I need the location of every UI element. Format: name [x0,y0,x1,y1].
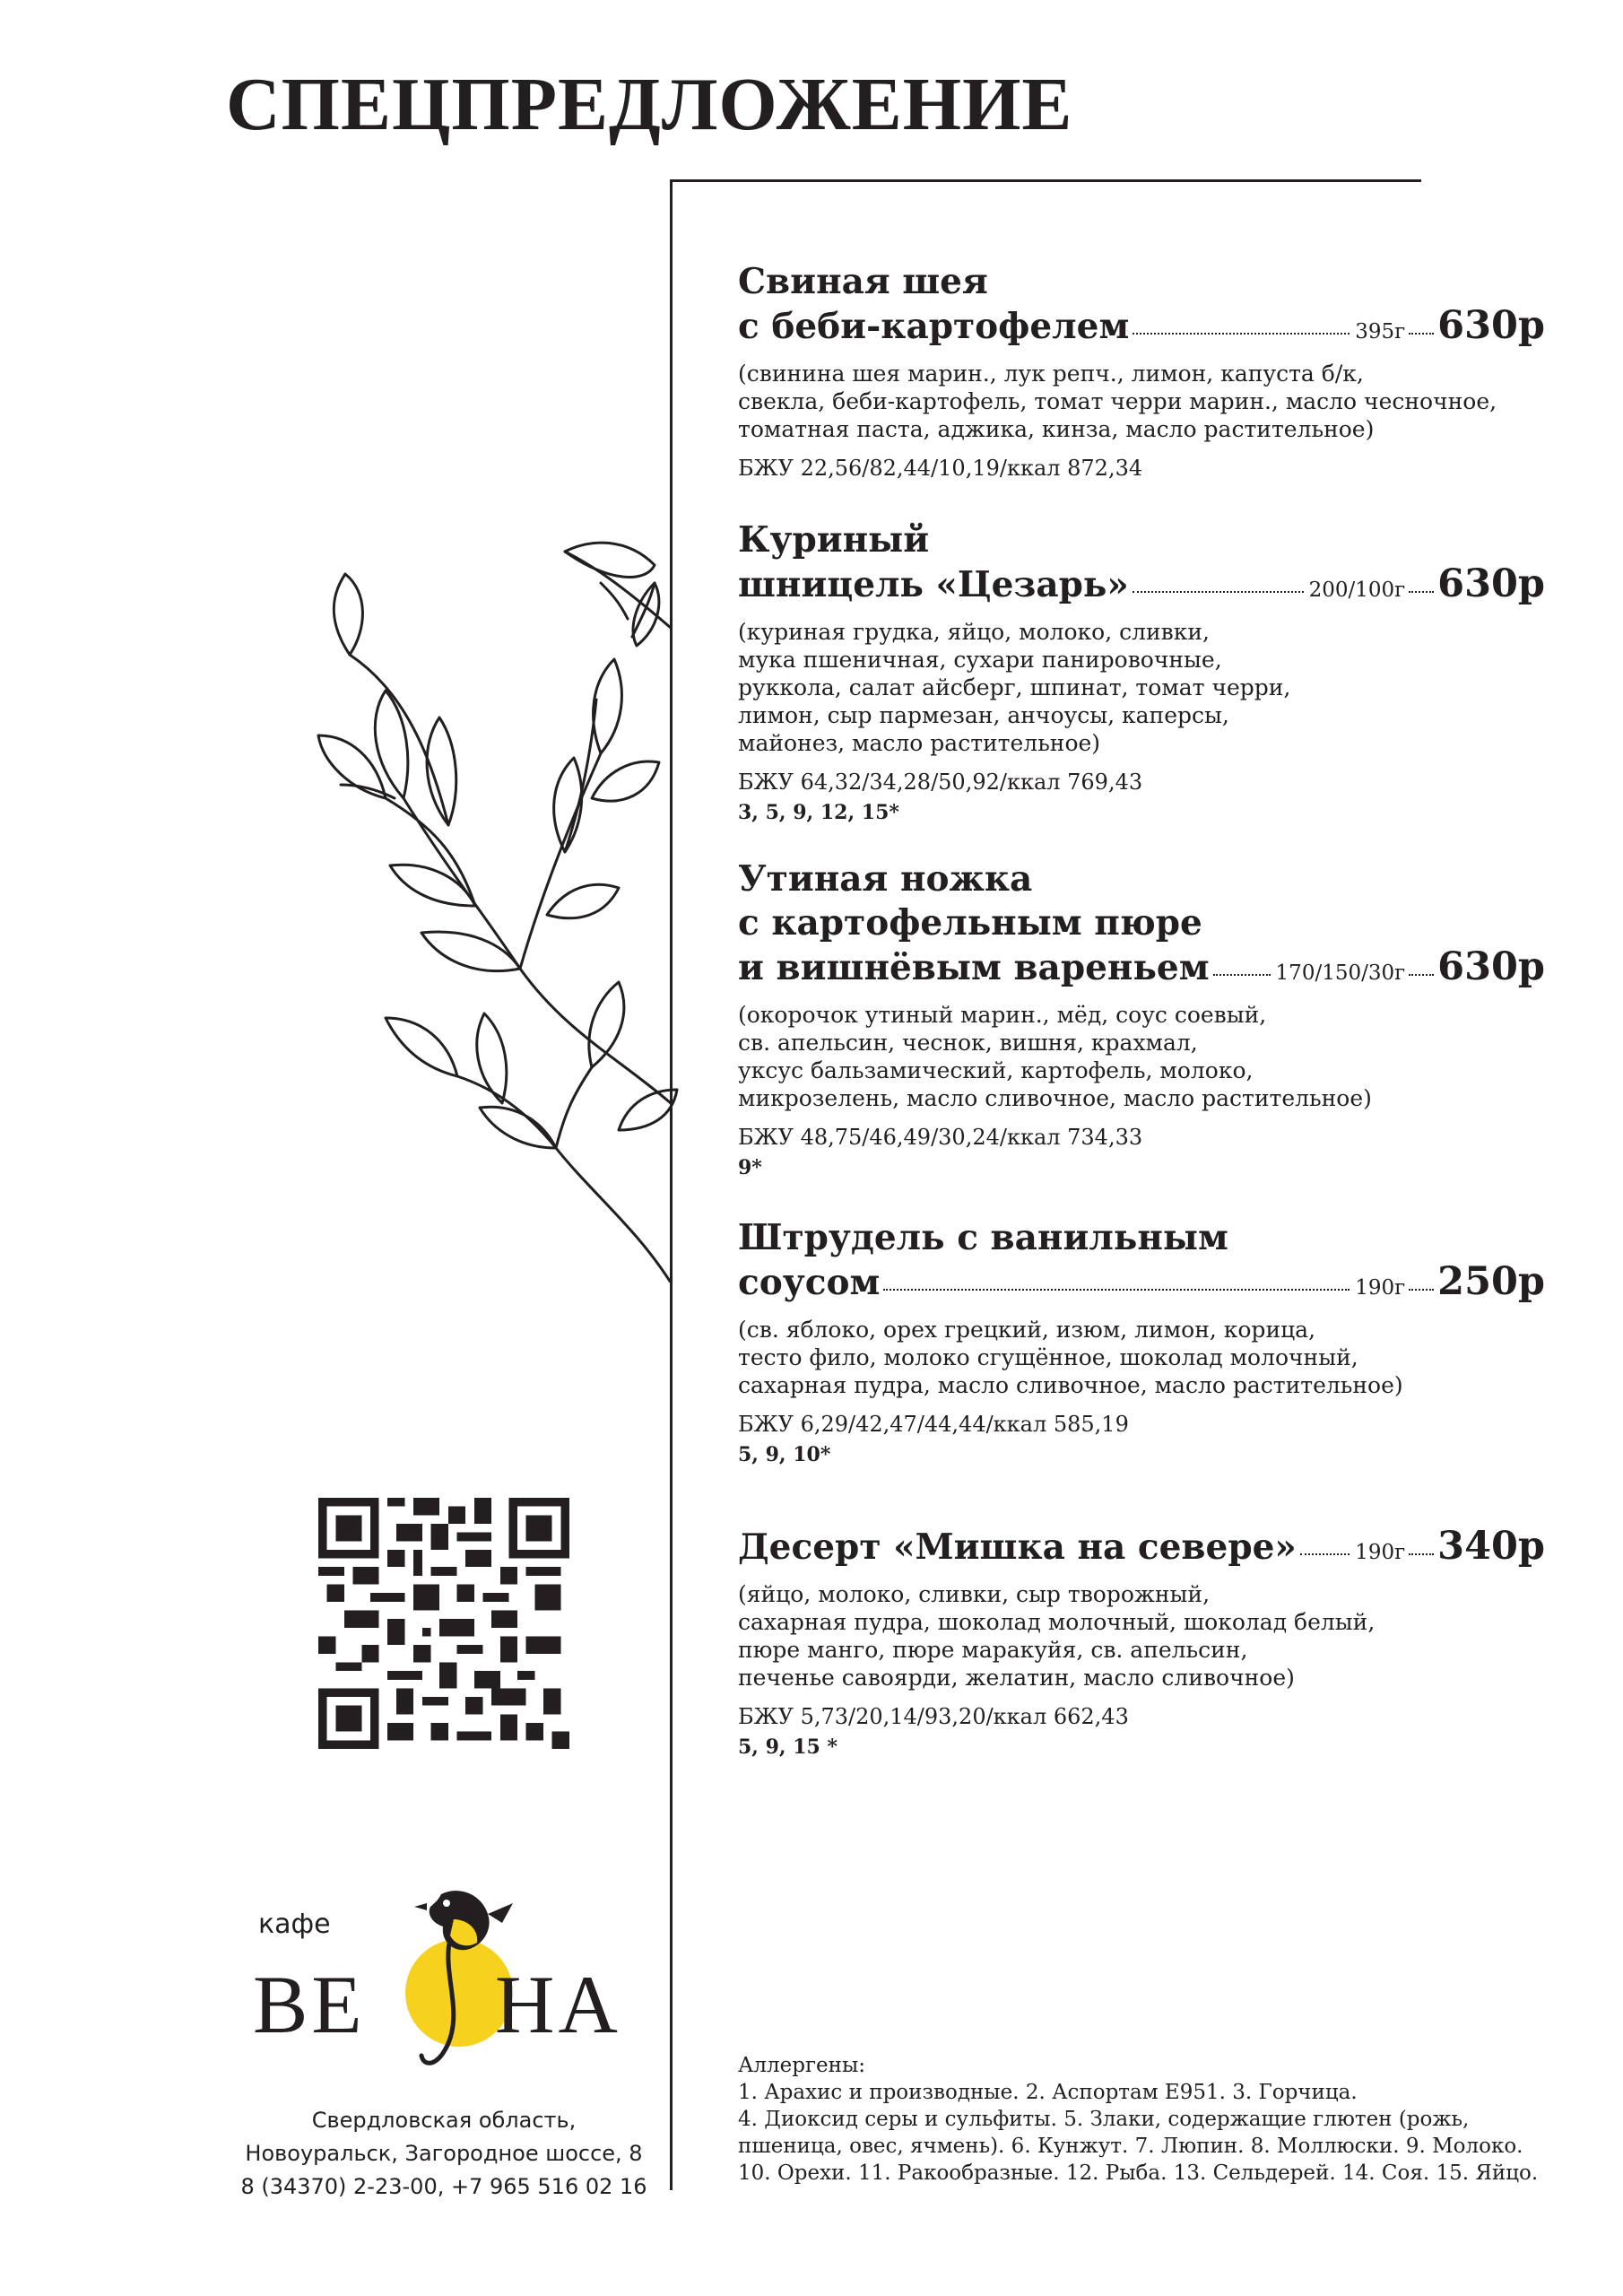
dish-title-line: шницель «Цезарь» [738,564,1129,605]
ingredients-line: (куриная грудка, яйцо, молоко, сливки, [738,619,1210,645]
dish-price: 250р [1437,1259,1545,1304]
ingredients-line: лимон, сыр пармезан, анчоусы, каперсы, [738,702,1229,728]
dish-weight: 200/100г [1308,578,1406,602]
ingredients-line: (свинина шея марин., лук репч., лимон, капуста б/к, [738,361,1364,387]
cafe-logo [253,1876,647,2074]
dish-ingredients [738,1001,1509,1112]
dot-leader [1300,1552,1350,1555]
dish-price: 630р [1437,944,1545,989]
dish-title-line: Десерт «Мишка на севере» [738,1526,1297,1568]
dish-weight: 170/150/30г [1275,961,1406,985]
dot-leader [1409,1288,1434,1291]
ingredients-line: пюре манго, пюре маракуйя, св. апельсин, [738,1637,1248,1663]
ingredients-line: св. апельсин, чеснок, вишня, крахмал, [738,1030,1198,1056]
dish-weight: 190г [1355,1541,1406,1564]
dish-price: 630р [1437,303,1545,348]
qr-code-icon[interactable] [318,1498,569,1749]
dish-title [738,1216,1545,1310]
dish-allergen-codes: 5, 9, 10* [738,1443,831,1466]
dish-item [738,260,1545,482]
dish-weight: 190г [1355,1276,1406,1300]
ingredients-line: майонез, масло растительное) [738,730,1101,756]
dot-leader [1213,973,1271,976]
dish-allergen-codes: 5, 9, 15 * [738,1735,838,1759]
ingredients-line: свекла, беби-картофель, томат черри марин., масло чесночное, [738,388,1497,414]
dish-title [738,260,1545,354]
dish-nutrition: БЖУ 48,75/46,49/30,24/ккал 734,33 [738,1125,1143,1150]
dish-price: 630р [1437,561,1545,606]
dish-allergen-codes: 3, 5, 9, 12, 15* [738,801,899,824]
dish-item [738,518,1545,824]
dish-title-line: Свиная шея [738,261,988,302]
dish-allergen-codes: 9* [738,1156,762,1179]
ingredients-line: руккола, салат айсберг, шпинат, томат черри, [738,674,1291,700]
dish-ingredients [738,1316,1509,1399]
dot-leader [1409,973,1434,976]
dot-leader [1133,332,1350,335]
address-line: Свердловская область, [311,2108,577,2133]
dish-item [738,1216,1545,1466]
address-line: Новоуральск, Загородное шоссе, 8 [245,2141,643,2166]
dish-nutrition: БЖУ 6,29/42,47/44,44/ккал 585,19 [738,1412,1129,1437]
ingredients-line: сахарная пудра, масло сливочное, масло растительное) [738,1372,1403,1398]
dish-title-line: Утиная ножка [738,858,1033,900]
allergens-line: пшеница, овес, ячмень). 6. Кунжут. 7. Люпин. 8. Моллюски. 9. Молоко. [738,2135,1523,2158]
dish-weight: 395г [1355,320,1406,344]
dish-nutrition: БЖУ 64,32/34,28/50,92/ккал 769,43 [738,770,1143,795]
dish-ingredients [738,1580,1509,1692]
dish-title-line: с беби-картофелем [738,306,1130,347]
dish-ingredients [738,618,1509,757]
ingredients-line: тесто фило, молоко сгущённое, шоколад молочный, [738,1344,1358,1370]
dish-title [738,518,1545,613]
dot-leader [1133,590,1304,593]
allergens-line: 4. Диоксид серы и сульфиты. 5. Злаки, содержащие глютен (рожь, [738,2108,1470,2131]
phone-line[interactable]: 8 (34370) 2-23-00, +7 965 516 02 16 [240,2174,647,2199]
page-title: СПЕЦПРЕДЛОЖЕНИЕ [226,63,1073,146]
dish-nutrition: БЖУ 22,56/82,44/10,19/ккал 872,34 [738,456,1143,481]
dot-leader [883,1288,1350,1291]
ingredients-line: уксус бальзамический, картофель, молоко, [738,1057,1254,1083]
allergens-line: 1. Арахис и производные. 2. Аспортам Е951. 3. Горчица. [738,2081,1358,2104]
ingredients-line: (яйцо, молоко, сливки, сыр творожный, [738,1581,1211,1607]
ingredients-line: (окорочок утиный марин., мёд, соус соевый, [738,1002,1267,1028]
dish-title-line: Штрудель с ванильным [738,1217,1228,1258]
dish-title-line: и вишнёвым вареньем [738,947,1210,988]
ingredients-line: печенье савоярди, желатин, масло сливочное) [738,1665,1295,1691]
logo-text-left: ВЕ [253,1959,366,2050]
dot-leader [1409,332,1434,335]
dish-ingredients [738,360,1509,443]
dish-title-line: Куриный [738,519,930,561]
ingredients-line: микрозелень, масло сливочное, масло растительное) [738,1085,1372,1111]
dish-title-line: соусом [738,1262,881,1303]
ingredients-line: сахарная пудра, шоколад молочный, шоколад белый, [738,1609,1376,1635]
dish-item [738,1525,1545,1759]
ingredients-line: (св. яблоко, орех грецкий, изюм, лимон, корица, [738,1317,1316,1343]
dish-title [738,1525,1545,1575]
ingredients-line: мука пшеничная, сухари панировочные, [738,647,1222,673]
dish-title [738,857,1545,996]
dot-leader [1409,590,1434,593]
top-divider [670,179,1421,182]
dish-nutrition: БЖУ 5,73/20,14/93,20/ккал 662,43 [738,1704,1129,1729]
cafe-address [233,2104,655,2204]
ingredients-line: томатная паста, аджика, кинза, масло растительное) [738,416,1375,442]
leaf-branch-icon [296,529,681,1283]
allergens-legend [738,2052,1581,2187]
dish-title-line: с картофельным пюре [738,902,1202,944]
dish-item [738,857,1545,1179]
allergens-title: Аллергены: [738,2054,866,2077]
dish-price: 340р [1437,1524,1545,1569]
dot-leader [1409,1552,1434,1555]
logo-text-right: НА [495,1959,621,2050]
allergens-line: 10. Орехи. 11. Ракообразные. 12. Рыба. 13. Сельдерей. 14. Соя. 15. Яйцо. [738,2161,1539,2185]
logo-caption: кафе [258,1909,331,1940]
